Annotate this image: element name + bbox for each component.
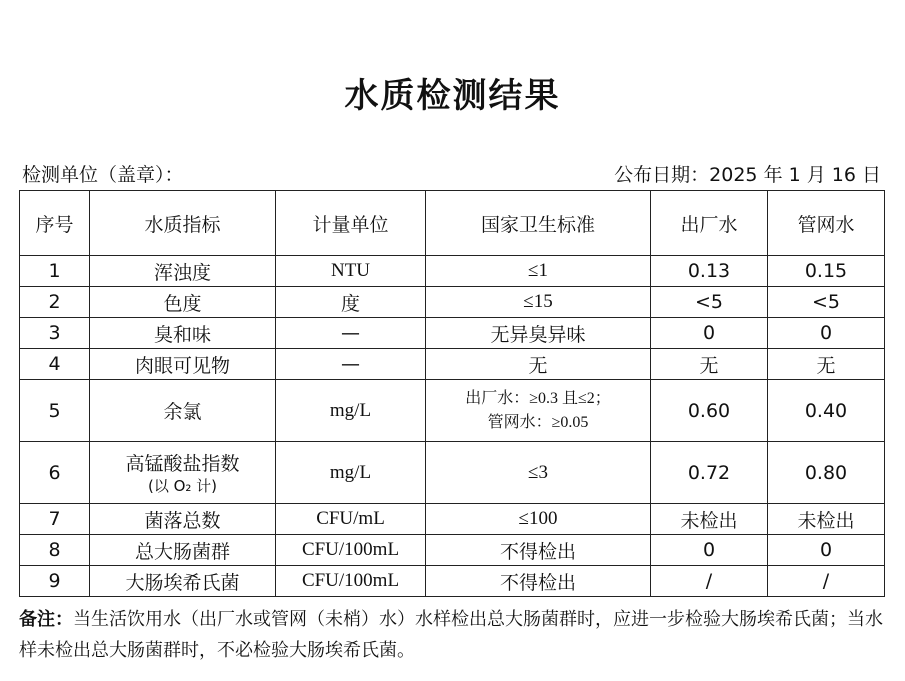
cell-plant: 0 [651, 318, 768, 349]
cell-network: 未检出 [768, 504, 885, 535]
table-row [20, 380, 885, 442]
cell-no: 8 [20, 535, 90, 566]
cell-plant: 0 [651, 535, 768, 566]
cell-plant: 0.60 [651, 380, 768, 442]
table-row [20, 256, 885, 287]
cell-network: 0.80 [768, 442, 885, 504]
cell-item: 余氯 [90, 380, 276, 442]
table-row [20, 349, 885, 380]
cell-item: 浑浊度 [90, 256, 276, 287]
cell-standard: ≤1 [426, 256, 651, 287]
cell-network: 0 [768, 535, 885, 566]
cell-standard: ≤3 [426, 442, 651, 504]
cell-unit: — [276, 318, 426, 349]
cell-network: / [768, 566, 885, 597]
header-standard: 国家卫生标准 [426, 191, 651, 256]
cell-plant: 0.13 [651, 256, 768, 287]
cell-unit: NTU [276, 256, 426, 287]
footnote-text: 当生活饮用水（出厂水或管网（未梢）水）水样检出总大肠菌群时，应进一步检验大肠埃希氏菌；当水样未检出总大肠菌群时，不必检验大肠埃希氏菌。 [19, 609, 883, 661]
standard-line-network: 管网水：≥0.05 [487, 413, 589, 431]
cell-standard [426, 380, 651, 442]
results-table [19, 190, 885, 597]
cell-no: 7 [20, 504, 90, 535]
publish-date: 公布日期：2025 年 1 月 16 日 [614, 164, 881, 186]
table-row [20, 442, 885, 504]
footnote [19, 604, 887, 666]
footnote-label: 备注： [19, 609, 73, 630]
cell-unit: CFU/mL [276, 504, 426, 535]
cell-network: 0 [768, 318, 885, 349]
cell-unit: mg/L [276, 380, 426, 442]
cell-item: 臭和味 [90, 318, 276, 349]
cell-standard: 不得检出 [426, 566, 651, 597]
cell-item: 总大肠菌群 [90, 535, 276, 566]
cell-standard: 无 [426, 349, 651, 380]
table-row [20, 287, 885, 318]
cell-unit: mg/L [276, 442, 426, 504]
cell-standard: ≤100 [426, 504, 651, 535]
header-unit: 计量单位 [276, 191, 426, 256]
cell-plant: 0.72 [651, 442, 768, 504]
item-note: (以 O₂ 计) [147, 476, 218, 495]
cell-standard: 无异臭异味 [426, 318, 651, 349]
cell-unit: 度 [276, 287, 426, 318]
cell-standard: ≤15 [426, 287, 651, 318]
cell-standard: 不得检出 [426, 535, 651, 566]
cell-network: 0.15 [768, 256, 885, 287]
cell-network: <5 [768, 287, 885, 318]
testing-unit-label: 检测单位（盖章）： [22, 164, 184, 186]
cell-no: 3 [20, 318, 90, 349]
page-title: 水质检测结果 [344, 76, 561, 116]
table-header-row [20, 191, 885, 256]
cell-no: 6 [20, 442, 90, 504]
cell-item: 色度 [90, 287, 276, 318]
table-row [20, 318, 885, 349]
cell-no: 4 [20, 349, 90, 380]
table-row [20, 566, 885, 597]
cell-network: 无 [768, 349, 885, 380]
header-no: 序号 [20, 191, 90, 256]
header-network-water: 管网水 [768, 191, 885, 256]
cell-network: 0.40 [768, 380, 885, 442]
cell-no: 2 [20, 287, 90, 318]
cell-plant: <5 [651, 287, 768, 318]
cell-item: 大肠埃希氏菌 [90, 566, 276, 597]
cell-item: 菌落总数 [90, 504, 276, 535]
header-item: 水质指标 [90, 191, 276, 256]
cell-no: 1 [20, 256, 90, 287]
cell-plant: / [651, 566, 768, 597]
table-row [20, 535, 885, 566]
cell-plant: 未检出 [651, 504, 768, 535]
cell-plant: 无 [651, 349, 768, 380]
table-row [20, 504, 885, 535]
cell-item: 肉眼可见物 [90, 349, 276, 380]
cell-unit: CFU/100mL [276, 566, 426, 597]
standard-line-plant: 出厂水：≥0.3 且≤2； [465, 389, 611, 407]
cell-item [90, 442, 276, 504]
cell-unit: — [276, 349, 426, 380]
cell-no: 5 [20, 380, 90, 442]
item-name: 高锰酸盐指数 [125, 452, 240, 475]
cell-unit: CFU/100mL [276, 535, 426, 566]
cell-no: 9 [20, 566, 90, 597]
header-plant-water: 出厂水 [651, 191, 768, 256]
